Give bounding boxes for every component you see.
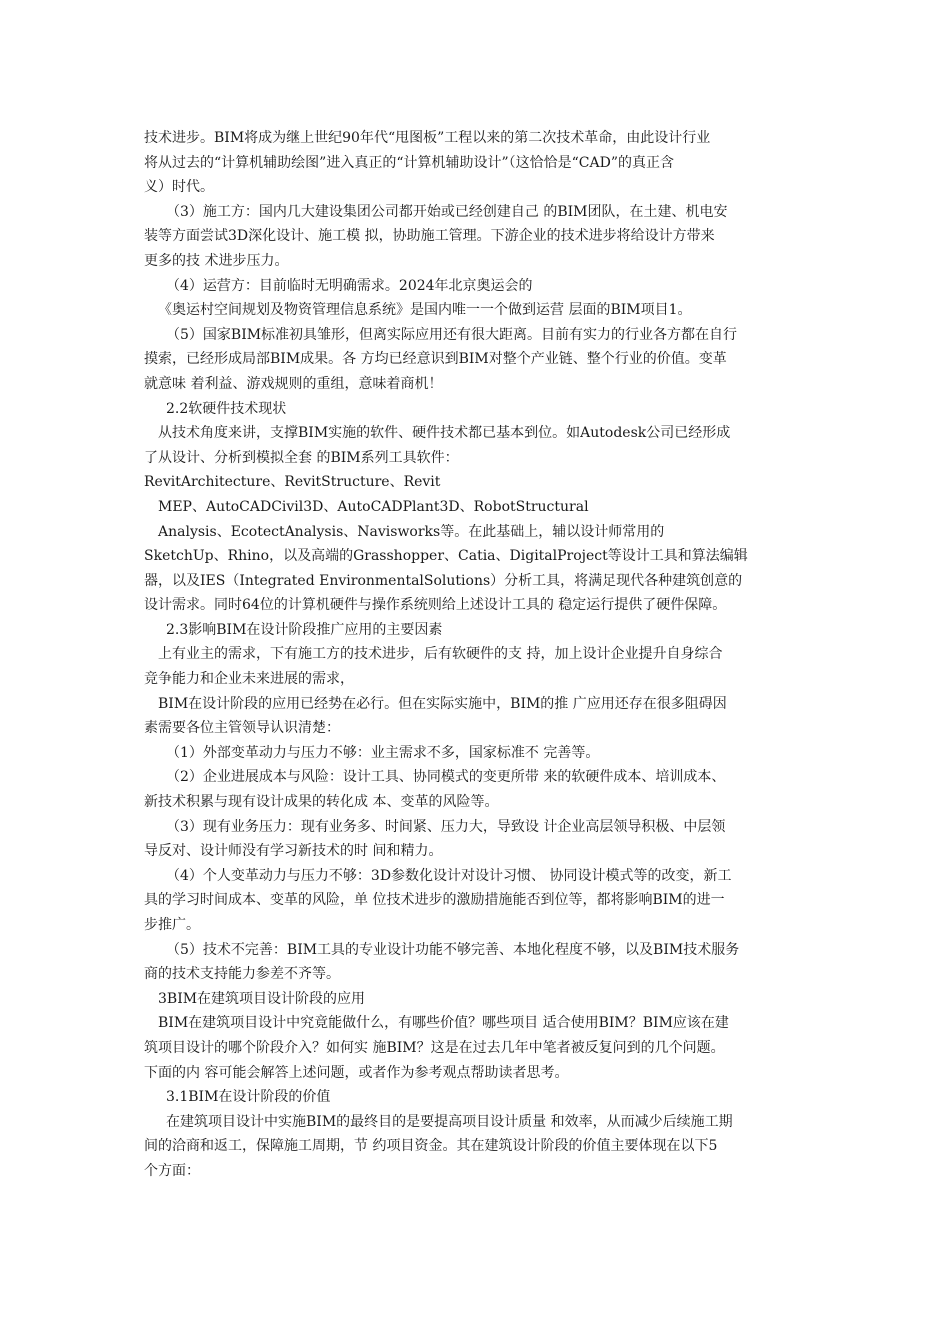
- text-line: 《奥运村空间规划及物资管理信息系统》是国内唯一一个做到运营 层面的BIM项目1。: [158, 302, 692, 319]
- document-body: [144, 126, 814, 1184]
- text-line: 器，以及IES（Integrated EnvironmentalSolutions）分析工具，将满足现代各种建筑创意的: [144, 572, 743, 589]
- text-line: BIM在设计阶段的应用已经势在必行。但在实际实施中，BIM的推 广应用还存在很多阻碍因: [158, 695, 727, 712]
- text-line: 更多的技 术进步压力。: [144, 252, 289, 269]
- text-line: （2）企业进展成本与风险：设计工具、协同模式的变更所带 来的软硬件成本、培训成本、: [166, 769, 726, 786]
- text-line: 具的学习时间成本、变革的风险，单 位技术进步的激励措施能否到位等，都将影响BIM的进一: [144, 892, 725, 909]
- text-line: 就意味 着利益、游戏规则的重组，意味着商机！: [144, 375, 443, 392]
- text-line: RevitArchitecture、RevitStructure、Revit: [144, 474, 441, 491]
- text-line: 装等方面尝试3D深化设计、施工模 拟，协助施工管理。下游企业的技术进步将给设计方带来: [144, 228, 715, 245]
- text-line: 新技术积累与现有设计成果的转化成 本、变革的风险等。: [144, 794, 499, 811]
- text-line: 素需要各位主管领导认识清楚：: [144, 720, 340, 737]
- text-line: 将从过去的“计算机辅助绘图”进入真正的“计算机辅助设计”（这恰恰是“CAD”的真正含: [144, 154, 674, 171]
- text-line: 义）时代。: [144, 179, 214, 196]
- text-line: 间的洽商和返工，保障施工周期，节 约项目资金。其在建筑设计阶段的价值主要体现在以下5: [144, 1138, 718, 1155]
- text-line: 导反对、设计师没有学习新技术的时 间和精力。: [144, 843, 443, 860]
- text-line: （4）运营方：目前临时无明确需求。2024年北京奥运会的: [166, 277, 533, 294]
- text-line: （1）外部变革动力与压力不够：业主需求不多，国家标准不 完善等。: [166, 744, 600, 761]
- text-line: 2.3影响BIM在设计阶段推广应用的主要因素: [166, 621, 443, 638]
- text-line: Analysis、EcotectAnalysis、Navisworks等。在此基础上，辅以设计师常用的: [158, 523, 665, 540]
- text-line: （5）技术不完善：BIM工具的专业设计功能不够完善、本地化程度不够，以及BIM技术服务: [166, 941, 740, 958]
- text-line: 3BIM在建筑项目设计阶段的应用: [158, 990, 366, 1007]
- text-line: 摸索，已经形成局部BIM成果。各 方均已经意识到BIM对整个产业链、整个行业的价值。变革: [144, 351, 727, 368]
- text-line: （3）施工方：国内几大建设集团公司都开始或已经创建自己 的BIM团队，在土建、机电安: [166, 203, 728, 220]
- text-line: 步推广。: [144, 917, 200, 933]
- text-line: 商的技术支持能力参差不齐等。: [144, 966, 340, 983]
- text-line: （3）现有业务压力：现有业务多、时间紧、压力大，导致设 计企业高层领导积极、中层领: [166, 818, 726, 835]
- text-line: 个方面：: [144, 1162, 200, 1179]
- text-line: 了从设计、分析到模拟全套 的BIM系列工具软件：: [144, 449, 459, 466]
- text-line: 筑项目设计的哪个阶段介入？如何实 施BIM？这是在过去几年中笔者被反复问到的几个问题。: [144, 1039, 725, 1056]
- text-line: （4）个人变革动力与压力不够：3D参数化设计对设计习惯、 协同设计模式等的改变，新工: [166, 867, 732, 884]
- text-line: 设计需求。同时64位的计算机硬件与操作系统则给上述设计工具的 稳定运行提供了硬件保障。: [144, 597, 727, 614]
- text-line: SketchUp、Rhino，以及高端的Grasshopper、Catia、DigitalProject等设计工具和算法编辑: [144, 548, 748, 565]
- text-line: 从技术角度来讲，支撑BIM实施的软件、硬件技术都已基本到位。如Autodesk公司已经形成: [158, 425, 731, 442]
- text-line: 上有业主的需求，下有施工方的技术进步，后有软硬件的支 持，加上设计企业提升自身综合: [158, 646, 723, 663]
- text-line: 在建筑项目设计中实施BIM的最终目的是要提高项目设计质量 和效率，从而减少后续施工期: [166, 1113, 733, 1130]
- text-line: （5）国家BIM标准初具雏形，但离实际应用还有很大距离。目前有实力的行业各方都在自行: [166, 326, 738, 343]
- text-line: 竞争能力和企业未来进展的需求，: [144, 671, 354, 688]
- text-line: 2.2软硬件技术现状: [166, 400, 287, 417]
- text-line: 3.1BIM在设计阶段的价值: [166, 1089, 331, 1106]
- text-line: 技术进步。BIM将成为继上世纪90年代“甩图板”工程以来的第二次技术革命，由此设计行业: [144, 130, 711, 146]
- text-line: MEP、AutoCADCivil3D、AutoCADPlant3D、RobotStructural: [158, 498, 589, 515]
- text-line: BIM在建筑项目设计中究竟能做什么，有哪些价值？哪些项目 适合使用BIM？BIM应该在建: [158, 1015, 729, 1032]
- text-line: 下面的内 容可能会解答上述问题，或者作为参考观点帮助读者思考。: [144, 1064, 569, 1081]
